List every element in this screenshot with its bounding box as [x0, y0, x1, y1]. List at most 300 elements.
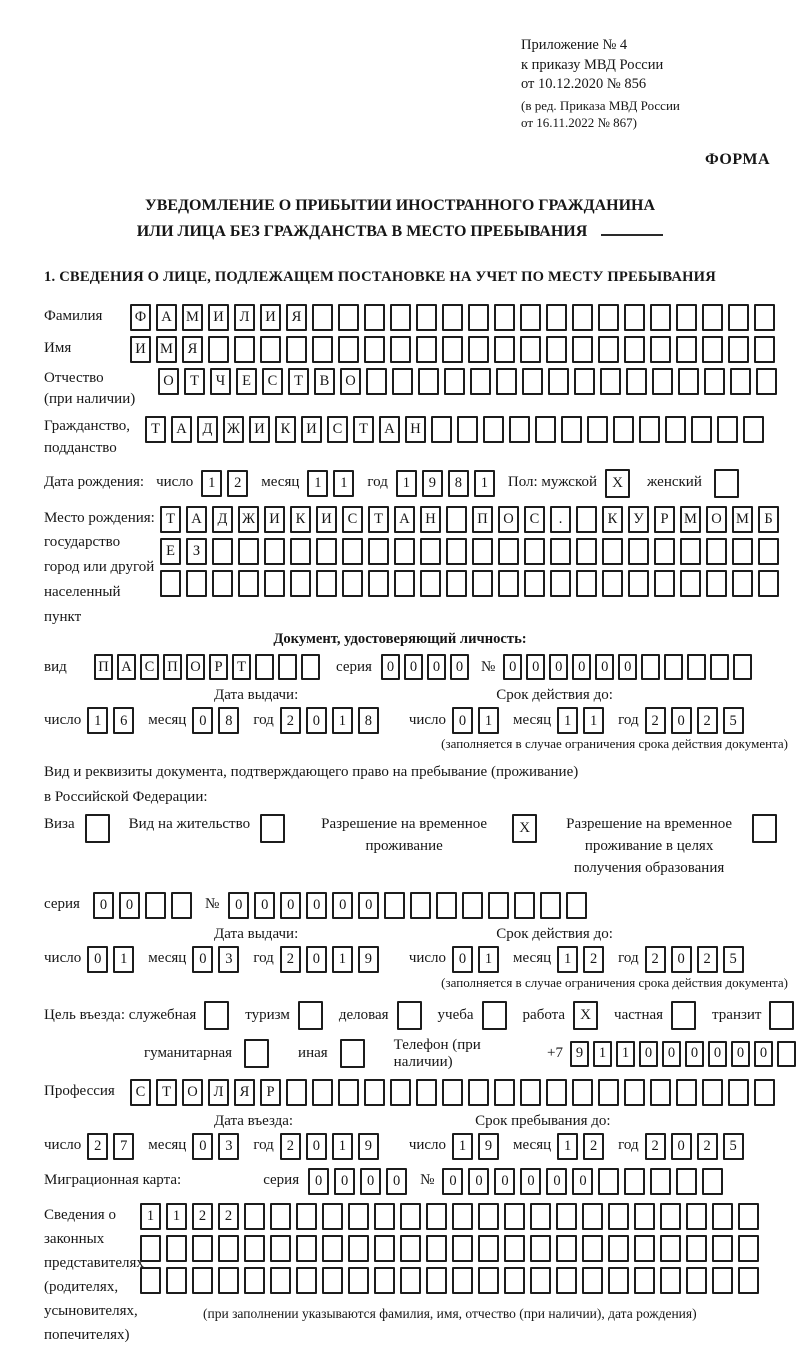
- empty-cell: [650, 1079, 671, 1106]
- doc-validity-note: (заполняется в случае ограничения срока действия документа): [441, 736, 788, 752]
- empty-cell: [624, 336, 645, 363]
- filled-cell: Л: [208, 1079, 229, 1106]
- empty-cell: [212, 538, 233, 565]
- filled-cell: А: [394, 506, 415, 533]
- empty-cell: [628, 538, 649, 565]
- empty-cell: [613, 416, 634, 443]
- year-label: год: [367, 474, 388, 491]
- filled-cell: 0: [520, 1168, 541, 1195]
- filled-cell: 0: [93, 892, 114, 919]
- empty-cell: [732, 570, 753, 597]
- profession-row: [44, 1079, 800, 1106]
- empty-cell: [732, 538, 753, 565]
- empty-cell: [602, 538, 623, 565]
- filled-cell: Н: [405, 416, 426, 443]
- day-label: число: [44, 950, 82, 967]
- filled-cell: 1: [333, 470, 354, 497]
- empty-cell: [641, 654, 660, 680]
- filled-cell: В: [314, 368, 335, 395]
- empty-cell: [686, 1235, 707, 1262]
- empty-cell: [634, 1203, 655, 1230]
- birth-place-label-line3: город или другой: [44, 559, 155, 576]
- filled-cell: П: [94, 654, 113, 680]
- option-temp-residence-education-checkbox: [752, 814, 782, 843]
- day-label: число: [44, 1137, 82, 1154]
- title-underline: [601, 234, 663, 236]
- empty-cell: [208, 336, 229, 363]
- empty-cell: [140, 1235, 161, 1262]
- purpose-study-checkbox: [482, 1001, 512, 1030]
- filled-cell: П: [472, 506, 493, 533]
- empty-cell: [312, 1079, 333, 1106]
- empty-cell: [660, 1267, 681, 1294]
- stay-doc-text-line2: в Российской Федерации:: [44, 788, 208, 805]
- patronymic-label-line1: Отчество: [44, 369, 104, 386]
- stay-valid-month-cells: [557, 946, 609, 973]
- doc-number-cells: [503, 654, 756, 680]
- option-residence-permit-label: Вид на жительство: [128, 816, 251, 833]
- birth-place-line2-cells: [160, 538, 784, 565]
- empty-cell: [364, 304, 385, 331]
- birth-place-cells-block: [160, 506, 784, 602]
- empty-cell: [504, 1267, 525, 1294]
- filled-cell: 1: [332, 1133, 353, 1160]
- purpose-study-label: учеба: [437, 1006, 474, 1023]
- month-label: месяц: [148, 1137, 187, 1154]
- option-visa: [44, 814, 115, 843]
- empty-cell: [270, 1203, 291, 1230]
- citizenship-label-line2: подданство: [44, 439, 117, 456]
- filled-cell: 1: [307, 470, 328, 497]
- empty-cell: [488, 892, 509, 919]
- appendix-line: Приложение № 4: [521, 37, 628, 53]
- filled-cell: 1: [478, 946, 499, 973]
- empty-cell: [522, 368, 543, 395]
- filled-cell: Т: [288, 368, 309, 395]
- migration-card-label: Миграционная карта:: [44, 1172, 182, 1189]
- empty-cell: [160, 570, 181, 597]
- filled-cell: У: [628, 506, 649, 533]
- purpose-work-label: работа: [522, 1006, 566, 1023]
- empty-cell: [186, 570, 207, 597]
- filled-cell: 1: [452, 1133, 473, 1160]
- option-visa-checkbox: [85, 814, 115, 843]
- filled-cell: 0: [708, 1041, 727, 1067]
- filled-cell: 0: [572, 1168, 593, 1195]
- empty-cell: [238, 570, 259, 597]
- empty-cell: [431, 416, 452, 443]
- purpose-work-checkbox: [573, 1001, 603, 1030]
- legal-label-line4: (родителях,: [44, 1278, 119, 1295]
- filled-cell: 8: [358, 707, 379, 734]
- empty-cell: [392, 368, 413, 395]
- empty-cell: [270, 1267, 291, 1294]
- empty-cell: [394, 570, 415, 597]
- option-residence-permit-checkbox: [260, 814, 290, 843]
- purpose-humanitarian-checkbox: [244, 1039, 274, 1068]
- filled-cell: 0: [685, 1041, 704, 1067]
- doc-kind-label: вид: [44, 658, 67, 675]
- empty-cell: [702, 1079, 723, 1106]
- identity-doc-row: [44, 654, 800, 680]
- empty-cell: [340, 1039, 365, 1068]
- empty-cell: [702, 1168, 723, 1195]
- empty-cell: [338, 1079, 359, 1106]
- birth-place-label-line1: Место рождения:: [44, 509, 155, 526]
- filled-cell: И: [301, 416, 322, 443]
- filled-cell: 0: [450, 654, 469, 680]
- empty-cell: [754, 336, 775, 363]
- purpose-official-checkbox: [204, 1001, 234, 1030]
- empty-cell: [192, 1235, 213, 1262]
- purpose-other: [298, 1039, 370, 1068]
- filled-cell: О: [706, 506, 727, 533]
- legal-cells-block: [140, 1203, 764, 1322]
- empty-cell: [582, 1203, 603, 1230]
- stay-valid-day-cells: [452, 946, 504, 973]
- empty-cell: [566, 892, 587, 919]
- legal-line2-cells: [140, 1235, 764, 1262]
- doc-valid-year-cells: [645, 707, 749, 734]
- empty-cell: [650, 336, 671, 363]
- filled-cell: Я: [234, 1079, 255, 1106]
- filled-cell: Т: [145, 416, 166, 443]
- empty-cell: [145, 892, 166, 919]
- empty-cell: [524, 570, 545, 597]
- stay-doc-options: [44, 814, 800, 879]
- filled-cell: Д: [212, 506, 233, 533]
- filled-cell: 2: [280, 1133, 301, 1160]
- empty-cell: [286, 336, 307, 363]
- empty-cell: [166, 1235, 187, 1262]
- option-temp-residence: [306, 814, 542, 858]
- filled-cell: 2: [192, 1203, 213, 1230]
- filled-cell: 0: [306, 1133, 327, 1160]
- stay-doc-series-row: [44, 892, 800, 919]
- filled-cell: Е: [160, 538, 181, 565]
- legal-representatives-label: [44, 1203, 144, 1347]
- purpose-business-label: деловая: [338, 1006, 389, 1023]
- entry-dates-titles: [44, 1113, 800, 1130]
- doc-issue-year-cells: [280, 707, 384, 734]
- filled-cell: П: [163, 654, 182, 680]
- stay-issue-date: [44, 946, 393, 973]
- filled-cell: О: [158, 368, 179, 395]
- empty-cell: [548, 368, 569, 395]
- filled-cell: 0: [452, 946, 473, 973]
- purpose-business: [339, 1001, 427, 1030]
- empty-cell: [687, 654, 706, 680]
- entry-month-cells: [192, 1133, 244, 1160]
- empty-cell: [509, 416, 530, 443]
- migration-number-cells: [442, 1168, 728, 1195]
- filled-cell: С: [262, 368, 283, 395]
- month-label: месяц: [513, 1137, 552, 1154]
- empty-cell: [777, 1041, 796, 1067]
- purpose-other-label: иная: [298, 1045, 328, 1062]
- empty-cell: [436, 892, 457, 919]
- empty-cell: [624, 1168, 645, 1195]
- filled-cell: 9: [358, 946, 379, 973]
- empty-cell: [706, 538, 727, 565]
- empty-cell: [171, 892, 192, 919]
- filled-cell: 0: [468, 1168, 489, 1195]
- section1-heading: 1. СВЕДЕНИЯ О ЛИЦЕ, ПОДЛЕЖАЩЕМ ПОСТАНОВКЕ НА УЧЕТ ПО МЕСТУ ПРЕБЫВАНИЯ: [44, 268, 716, 285]
- empty-cell: [530, 1203, 551, 1230]
- empty-cell: [686, 1203, 707, 1230]
- filled-cell: А: [156, 304, 177, 331]
- filled-cell: 0: [526, 654, 545, 680]
- filled-cell: 9: [358, 1133, 379, 1160]
- filled-cell: 1: [332, 946, 353, 973]
- empty-cell: [410, 892, 431, 919]
- filled-cell: 0: [192, 707, 213, 734]
- empty-cell: [710, 654, 729, 680]
- filled-cell: Т: [232, 654, 251, 680]
- filled-cell: 0: [192, 946, 213, 973]
- filled-cell: 0: [360, 1168, 381, 1195]
- empty-cell: [390, 336, 411, 363]
- empty-cell: [264, 538, 285, 565]
- filled-cell: 0: [334, 1168, 355, 1195]
- empty-cell: [244, 1267, 265, 1294]
- empty-cell: [574, 368, 595, 395]
- purpose-business-checkbox: [397, 1001, 427, 1030]
- filled-cell: 0: [754, 1041, 773, 1067]
- filled-cell: А: [117, 654, 136, 680]
- empty-cell: [416, 304, 437, 331]
- empty-cell: [671, 1001, 696, 1030]
- empty-cell: [468, 304, 489, 331]
- filled-cell: 0: [662, 1041, 681, 1067]
- phone-label: Телефон (при наличии): [393, 1036, 481, 1070]
- empty-cell: [738, 1235, 759, 1262]
- purpose-row-2: [144, 1037, 800, 1071]
- citizenship-row: [44, 416, 800, 460]
- filled-cell: А: [379, 416, 400, 443]
- empty-cell: [676, 336, 697, 363]
- patronymic-label-line2: (при наличии): [44, 391, 136, 408]
- empty-cell: [312, 304, 333, 331]
- filled-cell: Т: [353, 416, 374, 443]
- year-label: год: [618, 1137, 639, 1154]
- filled-cell: М: [680, 506, 701, 533]
- purpose-private-checkbox: [671, 1001, 701, 1030]
- empty-cell: [498, 570, 519, 597]
- empty-cell: [374, 1235, 395, 1262]
- birth-place-label-line4: населенный пункт: [44, 583, 121, 625]
- empty-cell: [608, 1203, 629, 1230]
- empty-cell: [678, 368, 699, 395]
- birth-place-label-line2: государство: [44, 534, 121, 551]
- empty-cell: [85, 814, 110, 843]
- filled-cell: Т: [156, 1079, 177, 1106]
- option-visa-label: Виза: [44, 816, 75, 833]
- filled-cell: Т: [184, 368, 205, 395]
- empty-cell: [452, 1267, 473, 1294]
- empty-cell: [298, 1001, 323, 1030]
- edition-line: (в ред. Приказа МВД России: [521, 97, 680, 113]
- filled-cell: А: [171, 416, 192, 443]
- surname-cells: [130, 304, 780, 331]
- stay-number-label: №: [204, 896, 220, 913]
- empty-cell: [322, 1203, 343, 1230]
- empty-cell: [468, 1079, 489, 1106]
- purpose-transit-checkbox: [769, 1001, 799, 1030]
- empty-cell: [576, 570, 597, 597]
- empty-cell: [368, 570, 389, 597]
- empty-cell: [390, 304, 411, 331]
- sex-female-checkbox: [714, 469, 744, 498]
- filled-cell: 0: [618, 654, 637, 680]
- empty-cell: [204, 1001, 229, 1030]
- empty-cell: [494, 1079, 515, 1106]
- empty-cell: [758, 570, 779, 597]
- doc-dates-row: [44, 707, 800, 734]
- profession-cells: [130, 1079, 780, 1106]
- identity-doc-heading: Документ, удостоверяющий личность:: [273, 631, 527, 648]
- empty-cell: [602, 570, 623, 597]
- appendix-line: от 10.12.2020 № 856: [521, 76, 647, 93]
- empty-cell: [192, 1267, 213, 1294]
- empty-cell: [556, 1267, 577, 1294]
- empty-cell: [756, 368, 777, 395]
- filled-cell: И: [130, 336, 151, 363]
- empty-cell: [400, 1267, 421, 1294]
- migration-series-label: серия: [263, 1172, 300, 1189]
- empty-cell: [342, 570, 363, 597]
- empty-cell: [290, 538, 311, 565]
- filled-cell: Я: [286, 304, 307, 331]
- migration-number-label: №: [420, 1172, 435, 1189]
- filled-cell: 0: [442, 1168, 463, 1195]
- month-label: месяц: [261, 474, 300, 491]
- empty-cell: [530, 1235, 551, 1262]
- empty-cell: [660, 1203, 681, 1230]
- entry-day-cells: [87, 1133, 139, 1160]
- empty-cell: [316, 570, 337, 597]
- empty-cell: [238, 538, 259, 565]
- purpose-study: [438, 1001, 512, 1030]
- empty-cell: [550, 570, 571, 597]
- surname-label: Фамилия: [44, 308, 103, 325]
- doc-issue-month-cells: [192, 707, 244, 734]
- filled-cell: 2: [280, 707, 301, 734]
- empty-cell: [397, 1001, 422, 1030]
- stay-doc-text-line1: Вид и реквизиты документа, подтверждающего право на пребывание (проживание): [44, 764, 579, 781]
- empty-cell: [483, 416, 504, 443]
- option-temp-residence-checkbox: [512, 814, 542, 843]
- empty-cell: [472, 570, 493, 597]
- empty-cell: [520, 304, 541, 331]
- empty-cell: [218, 1267, 239, 1294]
- empty-cell: [654, 538, 675, 565]
- empty-cell: [717, 416, 738, 443]
- filled-cell: А: [186, 506, 207, 533]
- empty-cell: [624, 304, 645, 331]
- filled-cell: Ж: [223, 416, 244, 443]
- stay-validity-note: (заполняется в случае ограничения срока действия документа): [441, 974, 788, 990]
- filled-cell: 3: [218, 1133, 239, 1160]
- filled-cell: 2: [645, 1133, 666, 1160]
- empty-cell: [278, 654, 297, 680]
- empty-cell: [446, 538, 467, 565]
- empty-cell: [686, 1267, 707, 1294]
- filled-cell: 0: [572, 654, 591, 680]
- citizenship-cells: [145, 416, 769, 443]
- empty-cell: [504, 1203, 525, 1230]
- empty-cell: [457, 416, 478, 443]
- filled-cell: Р: [654, 506, 675, 533]
- empty-cell: [468, 336, 489, 363]
- empty-cell: [754, 1079, 775, 1106]
- purpose-transit: [712, 1001, 799, 1030]
- purpose-other-checkbox: [340, 1039, 370, 1068]
- option-temp-residence-label: Разрешение на временное проживание: [321, 816, 488, 855]
- filled-cell: 0: [731, 1041, 750, 1067]
- purpose-tourism-checkbox: [298, 1001, 328, 1030]
- empty-cell: [576, 506, 597, 533]
- month-label: месяц: [513, 712, 552, 729]
- empty-cell: [166, 1267, 187, 1294]
- filled-cell: Т: [160, 506, 181, 533]
- entry-year-cells: [280, 1133, 384, 1160]
- filled-cell: 2: [697, 1133, 718, 1160]
- empty-cell: [312, 336, 333, 363]
- doc-dates-titles: [44, 687, 800, 704]
- empty-cell: [546, 1079, 567, 1106]
- empty-cell: [260, 814, 285, 843]
- empty-cell: [628, 570, 649, 597]
- empty-cell: [634, 1267, 655, 1294]
- filled-cell: 1: [332, 707, 353, 734]
- empty-cell: [374, 1267, 395, 1294]
- purpose-tourism-label: туризм: [245, 1006, 290, 1023]
- day-label: число: [408, 1137, 447, 1154]
- empty-cell: [598, 1079, 619, 1106]
- stay-until-day-cells: [452, 1133, 504, 1160]
- empty-cell: [218, 1235, 239, 1262]
- filled-cell: 0: [639, 1041, 658, 1067]
- filled-cell: Н: [420, 506, 441, 533]
- edition-line: от 16.11.2022 № 867): [521, 114, 638, 130]
- empty-cell: [426, 1267, 447, 1294]
- empty-cell: [660, 1235, 681, 1262]
- filled-cell: Д: [197, 416, 218, 443]
- doc-valid-title: Срок действия до:: [496, 687, 613, 704]
- empty-cell: [608, 1267, 629, 1294]
- phone-cells: [570, 1041, 800, 1067]
- empty-cell: [712, 1235, 733, 1262]
- filled-cell: И: [264, 506, 285, 533]
- filled-cell: Я: [182, 336, 203, 363]
- form-label: ФОРМА: [704, 151, 770, 169]
- sex-label: Пол: мужской: [507, 474, 598, 491]
- sex-female-label: женский: [647, 474, 702, 491]
- empty-cell: [244, 1203, 265, 1230]
- filled-cell: М: [156, 336, 177, 363]
- empty-cell: [714, 469, 739, 498]
- filled-cell: 9: [422, 470, 443, 497]
- year-label: год: [618, 950, 639, 967]
- purpose-lead-label: Цель въезда: служебная: [44, 1006, 197, 1023]
- empty-cell: [652, 368, 673, 395]
- empty-cell: [442, 1079, 463, 1106]
- empty-cell: [576, 538, 597, 565]
- filled-cell: 0: [308, 1168, 329, 1195]
- filled-cell: К: [275, 416, 296, 443]
- stay-series-label: серия: [44, 896, 80, 913]
